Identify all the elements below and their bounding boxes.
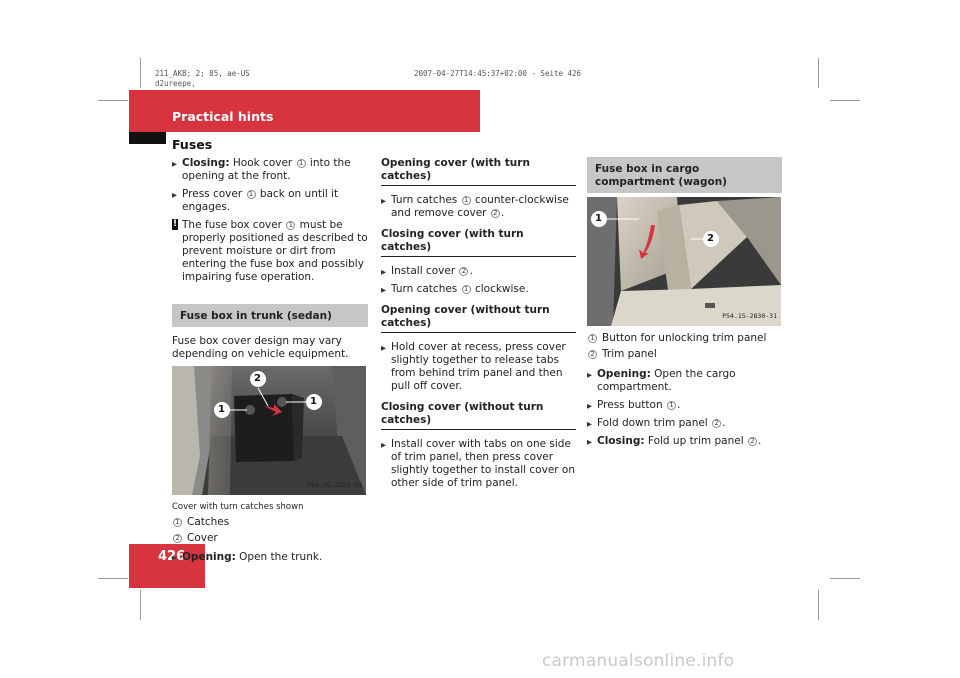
page-number: 426 [158, 549, 186, 564]
step-text: . [757, 435, 762, 447]
crop-mark [830, 100, 860, 101]
intro-paragraph: Fuse box cover design may vary depending on vehicle equipment. [172, 335, 349, 360]
photo-caption: Cover with turn catches shown [172, 502, 304, 512]
callout-number: 2 [748, 437, 757, 446]
callout-number: 1 [462, 196, 471, 205]
legend-item [172, 516, 368, 529]
section-title: Fuses [172, 137, 213, 152]
legend-item [587, 348, 782, 361]
legend-text: Catches [187, 516, 230, 528]
crop-mark [830, 578, 860, 579]
column-2 [381, 157, 576, 495]
instruction-step [587, 399, 782, 412]
callout-number: 2 [588, 350, 597, 359]
section-marker [129, 132, 166, 144]
legend-text: Trim panel [602, 348, 657, 360]
legend-item [587, 332, 782, 345]
instruction-step [381, 194, 576, 220]
callout-number: 2 [712, 419, 721, 428]
warning-note [172, 219, 368, 284]
trunk-illustration [172, 366, 366, 495]
photo-code: P54.15-2830-31 [722, 312, 777, 320]
subheading: Closing cover (with turn catches) [381, 228, 576, 257]
column-3 [587, 157, 782, 453]
step-text: Open the trunk. [235, 551, 323, 563]
legend-item [172, 532, 368, 545]
step-text: Press cover [182, 188, 246, 200]
print-meta-line: 211_AKB; 2; 85, ae-US [155, 69, 250, 78]
callout-number: 2 [459, 267, 468, 276]
warning-icon: ! [172, 219, 178, 229]
step-text: Install cover [391, 265, 459, 277]
callout-number: 1 [588, 334, 597, 343]
crop-mark [818, 590, 819, 620]
step-keyword: Opening: [182, 551, 236, 563]
step-keyword: Closing: [182, 157, 230, 169]
callout-number: 1 [667, 401, 676, 410]
step-text: . [722, 417, 726, 429]
instruction-step: ▶ Install cover with tabs on one side of trim panel, then press cover slightly together to install cover on other side of trim panel. [381, 438, 576, 490]
photo-callout-1: 1 [595, 213, 602, 224]
instruction-step [172, 188, 368, 214]
step-text: . [500, 207, 505, 219]
warning-text: must be properly positioned as described to prevent moisture or dirt from entering the fuse box and possibly impairing fuse operation. [182, 219, 368, 283]
step-text: . [676, 399, 681, 411]
print-meta-left [155, 69, 250, 89]
step-text: Open the cargo compartment. [597, 368, 736, 393]
callout-number: 1 [462, 285, 471, 294]
callout-number: 2 [491, 209, 500, 218]
photo-callout-1: 1 [218, 404, 225, 415]
step-text: into the opening at the front. [182, 157, 351, 182]
photo-callout-1: 1 [310, 396, 317, 407]
photo-callout-2: 2 [254, 373, 261, 384]
photo-code: P54.15-2829-31 [307, 481, 362, 489]
cargo-fuse-box-photo [587, 197, 781, 326]
print-meta-line: d2ureepe, [155, 79, 196, 88]
trunk-fuse-box-photo [172, 366, 366, 495]
step-keyword: Opening: [597, 368, 651, 380]
legend-text: Button for unlocking trim panel [602, 332, 767, 344]
instruction-step: ▶ Hold cover at recess, press cover slightly together to release tabs from behind trim panel and then pull off cover. [381, 341, 576, 393]
step-text: clockwise. [471, 283, 529, 295]
instruction-step [587, 368, 782, 394]
step-text: . [469, 265, 473, 277]
subsection-heading: Fuse box in cargo compartment (wagon) [587, 157, 782, 193]
step-text: Press button [597, 399, 666, 411]
subheading: Opening cover (with turn catches) [381, 157, 576, 186]
step-text: Turn catches [391, 194, 461, 206]
callout-number: 1 [297, 159, 306, 168]
warning-text: The fuse box cover [182, 219, 286, 231]
callout-number: 1 [286, 221, 295, 230]
step-text: Hook cover [229, 157, 296, 169]
instruction-step [587, 435, 782, 448]
chapter-title: Practical hints [172, 109, 274, 124]
subheading: Opening cover (without turn catches) [381, 304, 576, 333]
instruction-step [381, 265, 576, 278]
crop-mark [140, 590, 141, 620]
step-text: Fold down trim panel [597, 417, 712, 429]
callout-number: 1 [173, 518, 182, 527]
column-1 [172, 157, 368, 569]
step-keyword: Closing: [597, 435, 645, 447]
step-text: Fold up trim panel [644, 435, 747, 447]
instruction-step [172, 157, 368, 183]
cargo-illustration [587, 197, 781, 326]
instruction-step [172, 551, 368, 564]
instruction-step [587, 417, 782, 430]
subheading: Closing cover (without turn catches) [381, 401, 576, 430]
step-text: Turn catches [391, 283, 461, 295]
watermark-link[interactable]: carmanualsonline.info [542, 651, 735, 671]
crop-mark [140, 58, 141, 88]
crop-mark [98, 578, 128, 579]
crop-mark [818, 58, 819, 88]
subsection-heading: Fuse box in trunk (sedan) [172, 304, 368, 327]
step-text: back on until it engages. [182, 188, 339, 213]
crop-mark [98, 100, 128, 101]
instruction-step [381, 283, 576, 296]
callout-number: 2 [173, 534, 182, 543]
step-text: counter-clockwise and remove cover [391, 194, 569, 219]
photo-callout-2: 2 [707, 233, 714, 244]
print-meta-right: 2007-04-27T14:45:37+02:00 - Seite 426 [414, 69, 582, 78]
callout-number: 1 [247, 190, 256, 199]
legend-text: Cover [187, 532, 218, 544]
